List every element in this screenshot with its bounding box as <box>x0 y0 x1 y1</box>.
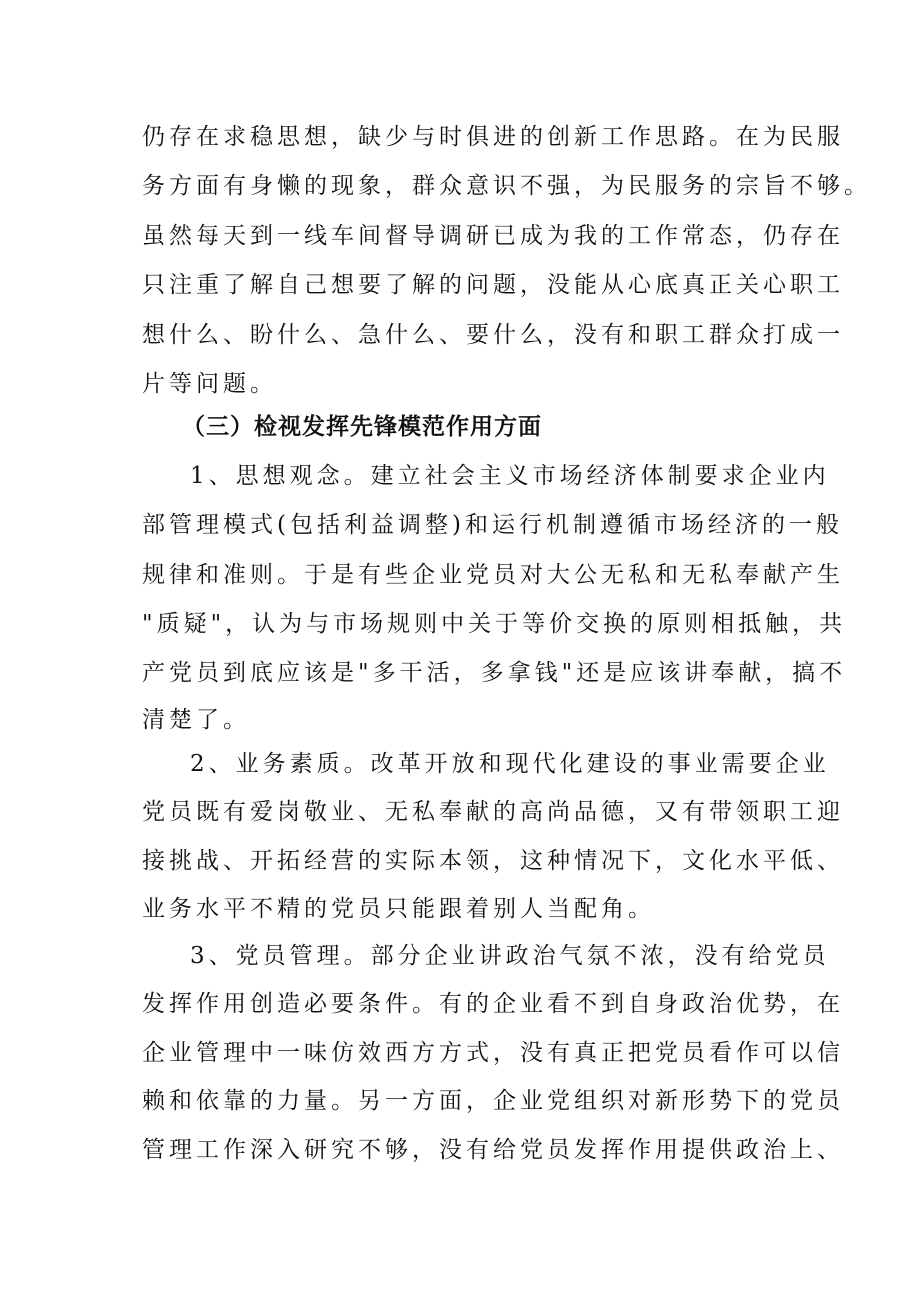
paragraph-line: 2、业务素质。改革开放和现代化建设的事业需要企业 <box>190 751 830 777</box>
paragraph-line: 业务水平不精的党员只能跟着别人当配角。 <box>142 896 655 922</box>
paragraph-line: 规律和准则。于是有些企业党员对大公无私和无私奉献产生 <box>142 562 844 588</box>
paragraph-line: 1、思想观念。建立社会主义市场经济体制要求企业内 <box>190 463 830 489</box>
paragraph-line: 虽然每天到一线车间督导调研已成为我的工作常态，仍存在 <box>142 223 844 249</box>
paragraph-line: 务方面有身懒的现象，群众意识不强，为民服务的宗旨不够。 <box>142 173 871 199</box>
paragraph-line: 仍存在求稳思想，缺少与时俱进的创新工作思路。在为民服 <box>142 124 844 150</box>
paragraph-line: 3、党员管理。部分企业讲政治气氛不浓，没有给党员 <box>190 943 830 969</box>
paragraph-line: 发挥作用创造必要条件。有的企业看不到自身政治优势，在 <box>142 991 844 1017</box>
paragraph-line: "质疑"，认为与市场规则中关于等价交换的原则相抵触，共 <box>142 611 847 637</box>
paragraph-line: 想什么、盼什么、急什么、要什么，没有和职工群众打成一 <box>142 322 844 348</box>
paragraph-line: 产党员到底应该是"多干活，多拿钱"还是应该讲奉献，搞不 <box>142 660 847 686</box>
paragraph-line: 接挑战、开拓经营的实际本领，这种情况下，文化水平低、 <box>142 848 844 874</box>
paragraph-line: 只注重了解自己想要了解的问题，没能从心底真正关心职工 <box>142 272 844 298</box>
section-heading: （三）检视发挥先锋模范作用方面 <box>182 414 542 440</box>
paragraph-line: 部管理模式(包括利益调整)和运行机制遵循市场经济的一般 <box>142 512 843 538</box>
paragraph-line: 清楚了。 <box>142 707 250 733</box>
paragraph-line: 赖和依靠的力量。另一方面，企业党组织对新形势下的党员 <box>142 1088 844 1114</box>
paragraph-line: 片等问题。 <box>142 371 277 397</box>
paragraph-line: 党员既有爱岗敬业、无私奉献的高尚品德，又有带领职工迎 <box>142 799 844 825</box>
paragraph-line: 管理工作深入研究不够，没有给党员发挥作用提供政治上、 <box>142 1137 844 1163</box>
paragraph-line: 企业管理中一味仿效西方方式，没有真正把党员看作可以信 <box>142 1040 844 1066</box>
